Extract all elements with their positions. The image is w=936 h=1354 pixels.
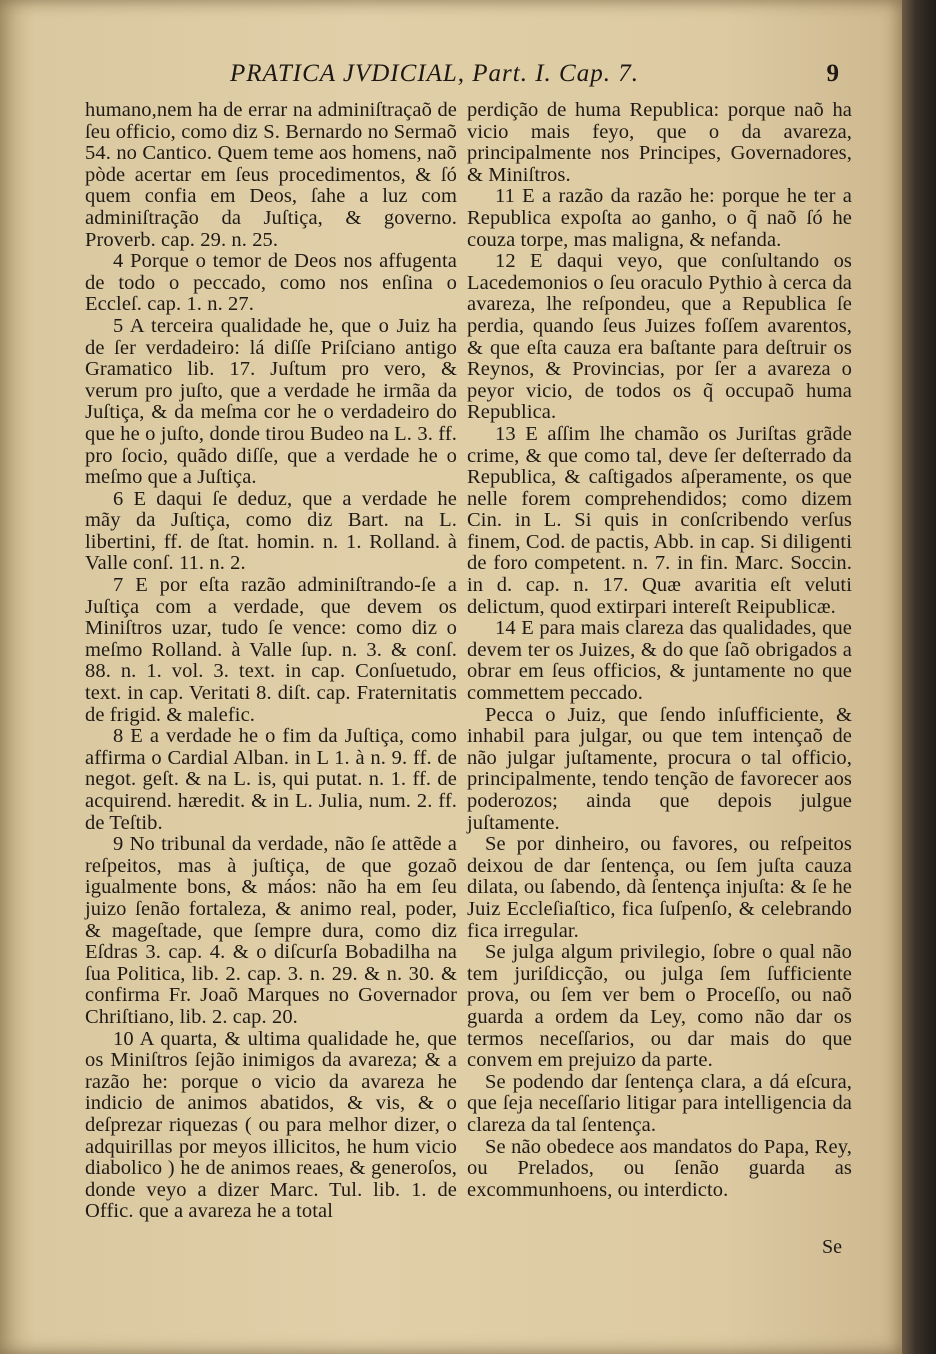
paragraph-continued-right: perdição de huma Republica: porque naõ ha vicio mais feyo, que o da avareza, principalmente nos Principes, Governadores, & Miniſtros.: [467, 99, 852, 186]
running-title: PRATICA JVDICIAL, Part. I. Cap. 7.: [230, 60, 639, 87]
sin-item-3: Se julga algum privilegio, ſobre o qual não tem juriſdicção, ou julga ſem ſufficiente prova, ou ſem ver bem o Proceſſo, ou naõ guarda a ordem da Ley, como não dar os termos neceſſarios, ou dar mais do que convem em prejuizo da parte.: [467, 941, 852, 1072]
catchword: Se: [822, 1236, 842, 1258]
paragraph-4: 4 Porque o temor de Deos nos affugenta de todo o peccado, como nos enſina o Eccleſ. cap. 1. n. 27.: [85, 250, 457, 316]
right-column: [467, 100, 852, 1201]
paragraph-14: 14 E para mais clareza das qualidades, que devem ter os Juizes, & do que ſaõ obrigados a obrar em ſeus officios, & juntamente no que commettem peccado.: [467, 617, 852, 705]
paragraph-continued: humano,nem ha de errar na adminiſtraçaõ de ſeu officio, como diz S. Bernardo no Sermaõ 54. no Cantico. Quem teme aos homens, naõ pòde acertar em ſeus procedimentos, & ſó quem confia em Deos, ſahe a luz com adminiſtração da Juſtiça, & governo. Proverb. cap. 29. n. 25.: [85, 99, 457, 251]
page-edge-shadow: [902, 0, 936, 1354]
paragraph-12: 12 E daqui veyo, que conſultando os Lacedemonios o ſeu oraculo Pythio à cerca da avareza, lhe reſpondeu, que a Republica ſe perdia, quando ſeus Juizes foſſem avarentos, & que eſta cauza era baſtante para deſtruir os Reynos, & Provincias, por ſer a avareza o peyor vicio, de todos os q̃ occupaõ huma Republica.: [467, 250, 852, 424]
running-header: [230, 60, 840, 96]
paragraph-6: 6 E daqui ſe deduz, que a verdade he mãy da Juſtiça, como diz Bart. na L. libertini, ff. de ſtat. homin. n. 1. Rolland. à Valle conſ. 11. n. 2.: [85, 487, 457, 575]
paragraph-5: 5 A terceira qualidade he, que o Juiz ha de ſer verdadeiro: lá diſſe Priſciano antigo Gramatico lib. 17. Juſtum pro vero, & verum pro juſto, que a verdade he irmãa da Juſtiça, & da meſma cor he o verdadeiro do que he o juſto, donde tirou Budeo na L. 3. ff. pro ſocio, quãdo diſſe, que a verdade he o meſmo que a Juſtiça.: [85, 314, 457, 489]
paragraph-13: 13 E aſſim lhe chamão os Juriſtas grãde crime, & que como tal, deve ſer deſterrado da Republica, & caſtigados aſperamente, os que nelle forem comprehendidos; como dizem Cin. in L. Si quis in conſcribendo verſus finem, Cod. de pactis, Abb. in cap. Si diligenti de foro competent. n. 7. in fin. Marc. Soccin. in d. cap. n. 17. Quæ avaritia eſt veluti delictum, quod extirpari intereſt Reipublicæ.: [467, 422, 852, 618]
page-number: 9: [826, 60, 840, 87]
sin-item-5: Se não obedece aos mandatos do Papa, Rey, ou Prelados, ou ſenão guarda as excommunhoens, ou interdicto.: [467, 1135, 852, 1201]
paragraph-9: 9 No tribunal da verdade, não ſe attẽde a reſpeitos, mas à juſtiça, de que gozaõ igualmente bons, & máos: não ha em ſeu juizo ſenão fortaleza, & animo real, poder, & mageſtade, que ſempre dura, como diz Eſdras 3. cap. 4. & o diſcurſa Bobadilha na ſua Politica, lib. 2. cap. 3. n. 29. & n. 30. & confirma Fr. Joaõ Marques no Governador Chriſtiano, lib. 2. cap. 20.: [85, 833, 457, 1028]
sin-item-1: Pecca o Juiz, que ſendo inſufficiente, & inhabil para julgar, ou que tem intençaõ de não julgar juſtamente, procura o tal officio, principalmente, tendo tenção de favorecer aos poderozos; ainda que depois julgue juſtamente.: [467, 703, 852, 834]
paragraph-11: 11 E a razão da razão he: porque he ter a Republica expoſta ao ganho, o q̃ naõ ſó he couza torpe, mas maligna, & nefanda.: [467, 185, 852, 251]
sin-item-4: Se podendo dar ſentença clara, a dá eſcura, que ſeja neceſſario litigar para intelligencia da clareza da tal ſentença.: [467, 1070, 852, 1136]
left-column: [85, 100, 457, 1223]
paragraph-7: 7 E por eſta razão adminiſtrando-ſe a Juſtiça com a verdade, que devem os Miniſtros uzar, tudo ſe vence: como diz o meſmo Rolland. à Valle ſup. n. 3. & conſ. 88. n. 1. vol. 3. text. in cap. Conſuetudo, text. in cap. Veritati 8. diſt. cap. Fraternitatis de frigid. & malefic.: [85, 574, 457, 726]
paragraph-10: 10 A quarta, & ultima qualidade he, que os Miniſtros ſejão inimigos da avareza; & a razão he: porque o vicio da avareza he indicio de animos abatidos, & vis, & o deſprezar riquezas ( ou para melhor dizer, o adquirillas por meyos illicitos, he hum vicio diabolico ) he de animos reaes, & generoſos, donde veyo a dizer Marc. Tul. lib. 1. de Offic. que a avareza he a total: [85, 1027, 457, 1223]
sin-item-2: Se por dinheiro, ou favores, ou reſpeitos deixou de dar ſentença, ou ſem juſta cauza dilata, ou ſabendo, dà ſentença injuſta: & ſe he Juiz Eccleſiaſtico, fica ſuſpenſo, & celebrando fica irregular.: [467, 833, 852, 942]
paragraph-8: 8 E a verdade he o fim da Juſtiça, como affirma o Cardial Alban. in L 1. à n. 9. ff. de negot. geſt. & na L. is, qui putat. n. 1. ff. de acquirend. hæredit. & in L. Julia, num. 2. ff. de Teſtib.: [85, 725, 457, 834]
